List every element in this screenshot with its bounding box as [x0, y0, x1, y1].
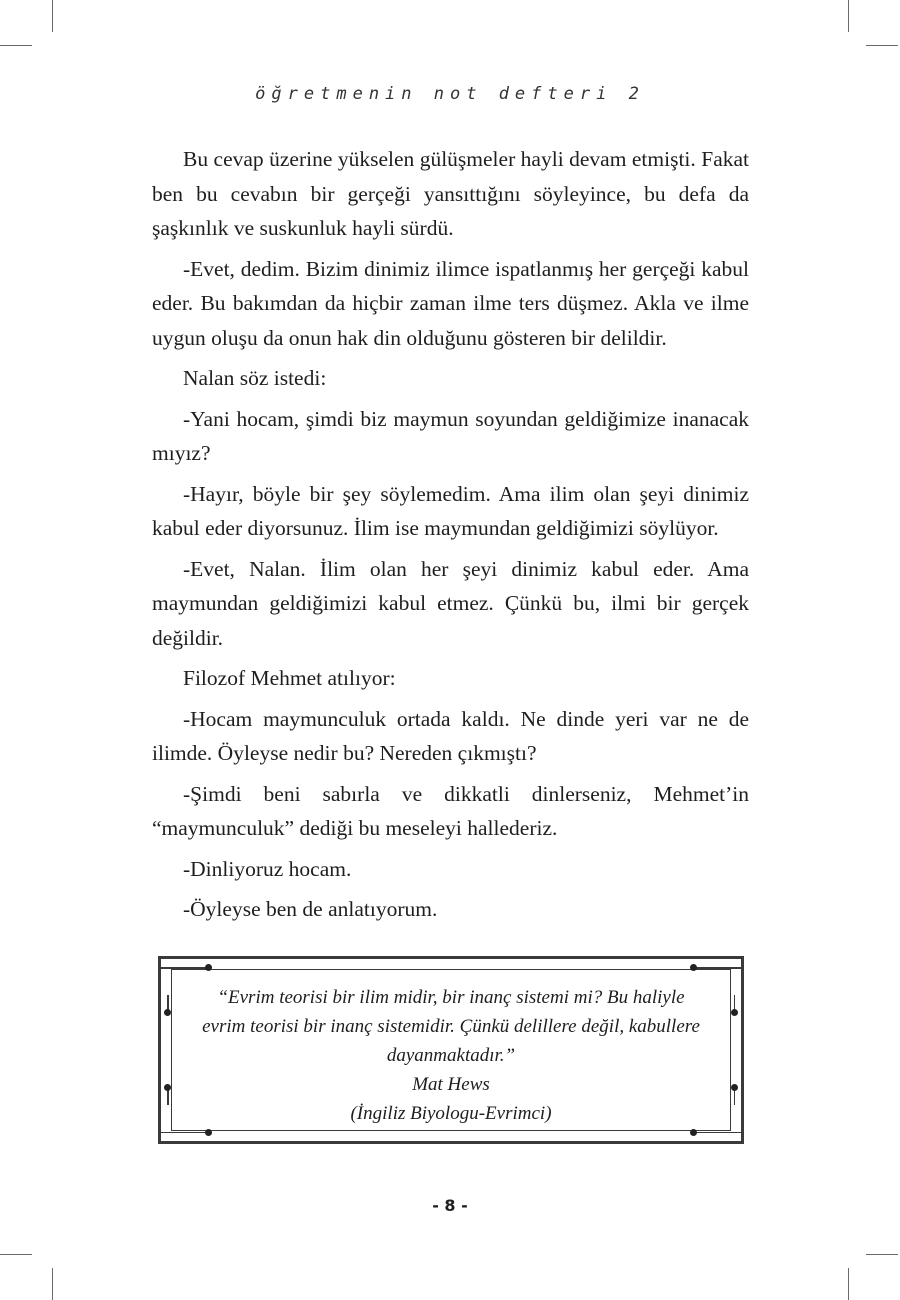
frame-ornament-dot: [690, 964, 697, 971]
paragraph: Bu cevap üzerine yükselen gülüşmeler hayli devam etmişti. Fakat ben bu cevabın bir gerçeği yansıttığını söyleyince, bu defa da şaşkınlık ve suskunluk hayli sürdü.: [152, 147, 749, 240]
frame-ornament-dot: [164, 1084, 171, 1091]
crop-mark: [0, 1254, 32, 1255]
quote-line: dayanmaktadır.”: [386, 1045, 516, 1066]
paragraph: -Öyleyse ben de anlatıyorum.: [183, 897, 438, 921]
quote-text: [189, 983, 713, 1128]
crop-mark: [866, 1254, 898, 1255]
crop-mark: [0, 45, 32, 46]
paragraph: Nalan söz istedi:: [183, 366, 327, 390]
paragraph: -Evet, Nalan. İlim olan her şeyi dinimiz kabul eder. Ama maymundan geldiğimizi kabul etmez. Çünkü bu, ilmi bir gerçek değildir.: [152, 556, 749, 650]
frame-ornament: [693, 967, 741, 969]
paragraph: -Dinliyoruz hocam.: [183, 856, 352, 881]
frame-ornament-dot: [731, 1084, 738, 1091]
quote-author: Mat Hews: [412, 1074, 490, 1095]
frame-ornament: [161, 1132, 209, 1134]
quote-author-title: (İngiliz Biyologu-Evrimci): [350, 1103, 552, 1124]
body-text: [152, 142, 749, 933]
page-number: - 8 -: [432, 1196, 468, 1215]
frame-ornament-dot: [205, 964, 212, 971]
paragraph: -Yani hocam, şimdi biz maymun soyundan geldiğimize inanacak mıyız?: [152, 406, 749, 465]
paragraph: Filozof Mehmet atılıyor:: [183, 666, 396, 690]
crop-mark: [866, 45, 898, 46]
frame-ornament-dot: [731, 1009, 738, 1016]
quote-box: [158, 956, 744, 1144]
quote-line: evrim teorisi bir inanç sistemidir. Çünkü delillere değil, kabullere: [202, 1016, 700, 1037]
crop-mark: [52, 1268, 53, 1300]
frame-ornament-dot: [205, 1129, 212, 1136]
paragraph: -Evet, dedim. Bizim dinimiz ilimce ispatlanmış her gerçeği kabul eder. Bu bakımdan da hiçbir zaman ilme ters düşmez. Akla ve ilme uygun oluşu da onun hak din olduğunu gösteren bir delildir.: [152, 256, 749, 350]
paragraph: -Hayır, böyle bir şey söylemedim. Ama ilim olan şeyi dinimiz kabul eder diyorsunuz. İlim ise maymundan geldiğimizi söylüyor.: [152, 481, 749, 540]
running-header: öğretmenin not defteri 2: [255, 84, 645, 104]
frame-ornament: [161, 967, 209, 969]
crop-mark: [848, 0, 849, 32]
paragraph: -Şimdi beni sabırla ve dikkatli dinlerseniz, Mehmet’in “maymunculuk” dediği bu meseleyi hallederiz.: [152, 781, 749, 840]
frame-ornament: [693, 1132, 741, 1134]
quote-line: “Evrim teorisi bir ilim midir, bir inanç sistemi mi? Bu haliyle: [217, 987, 685, 1008]
paragraph: -Hocam maymunculuk ortada kaldı. Ne dinde yeri var ne de ilimde. Öyleyse nedir bu? Nereden çıkmıştı?: [152, 706, 749, 765]
crop-mark: [52, 0, 53, 32]
crop-mark: [848, 1268, 849, 1300]
frame-ornament-dot: [690, 1129, 697, 1136]
frame-ornament-dot: [164, 1009, 171, 1016]
